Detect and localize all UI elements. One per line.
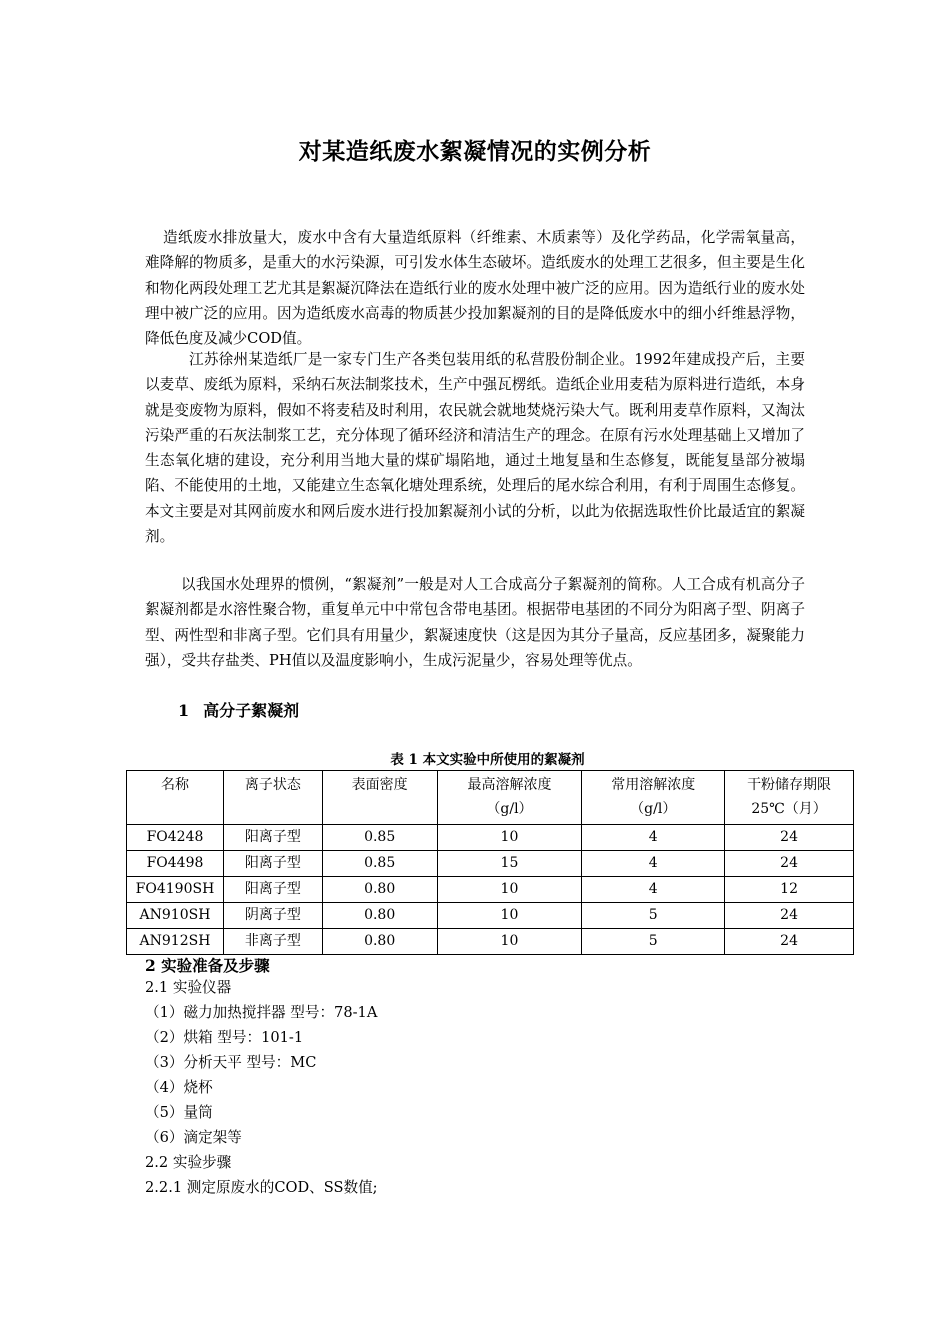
header-storage-period: 干粉储存期限 25℃（月） xyxy=(725,771,854,825)
cell-common-conc: 5 xyxy=(582,929,725,955)
table-row xyxy=(127,851,854,877)
cell-max-conc: 15 xyxy=(437,851,582,877)
table-row xyxy=(127,825,854,851)
cell-ion-state: 阳离子型 xyxy=(223,877,322,903)
list-item: （6）滴定架等 xyxy=(145,1129,242,1146)
cell-common-conc: 4 xyxy=(582,877,725,903)
paragraph-intro: 造纸废水排放量大，废水中含有大量造纸原料（纤维素、木质素等）及化学药品，化学需氧量高，难降解的物质多，是重大的水污染源，可引发水体生态破坏。造纸废水的处理工艺很多，但主要是生化和物化两段处理工艺尤其是絮凝沉降法在造纸行业的废水处理中被广泛的应用。因为造纸行业的废水处理中被广泛的应用。因为造纸废水高毒的物质甚少投加絮凝剂的目的是降低废水中的细小纤维悬浮物，降低色度及减少COD值。 xyxy=(145,229,805,348)
header-max-concentration: 最高溶解浓度 （g/l） xyxy=(437,771,582,825)
list-item: （2）烘箱 型号：101-1 xyxy=(145,1029,304,1046)
cell-ion-state: 阳离子型 xyxy=(223,851,322,877)
cell-storage: 24 xyxy=(725,825,854,851)
cell-name: FO4248 xyxy=(127,825,224,851)
list-item: （5）量筒 xyxy=(145,1104,213,1121)
header-name: 名称 xyxy=(127,771,224,825)
cell-common-conc: 4 xyxy=(582,851,725,877)
subsection-2-2: 2.2 实验步骤 xyxy=(145,1154,232,1171)
cell-density: 0.80 xyxy=(322,929,437,955)
paragraph-flocculant: 以我国水处理界的惯例，“絮凝剂”一般是对人工合成高分子絮凝剂的简称。人工合成有机高分子絮凝剂都是水溶性聚合物，重复单元中中常包含带电基团。根据带电基团的不同分为阳离子型、阴离子型、两性型和非离子型。它们具有用量少，絮凝速度快（这是因为其分子量高，反应基团多，凝聚能力强），受共存盐类、PH值以及温度影响小，生成污泥量少，容易处理等优点。 xyxy=(145,576,805,669)
cell-ion-state: 阴离子型 xyxy=(223,903,322,929)
cell-max-conc: 10 xyxy=(437,903,582,929)
cell-common-conc: 4 xyxy=(582,825,725,851)
list-item: （1）磁力加热搅拌器 型号：78-1A xyxy=(145,1004,378,1021)
subsection-2-1: 2.1 实验仪器 xyxy=(145,979,232,996)
cell-name: FO4498 xyxy=(127,851,224,877)
cell-ion-state: 非离子型 xyxy=(223,929,322,955)
cell-max-conc: 10 xyxy=(437,877,582,903)
cell-storage: 24 xyxy=(725,929,854,955)
section-title: 高分子絮凝剂 xyxy=(203,701,300,720)
cell-name: AN910SH xyxy=(127,903,224,929)
cell-ion-state: 阳离子型 xyxy=(223,825,322,851)
cell-name: FO4190SH xyxy=(127,877,224,903)
cell-storage: 12 xyxy=(725,877,854,903)
list-item: （4）烧杯 xyxy=(145,1079,213,1096)
cell-max-conc: 10 xyxy=(437,825,582,851)
section-heading-1 xyxy=(178,698,299,721)
list-item: （3）分析天平 型号：MC xyxy=(145,1054,317,1071)
table-caption: 表 1 本文实验中所使用的絮凝剂 xyxy=(390,752,585,768)
cell-density: 0.85 xyxy=(322,851,437,877)
cell-storage: 24 xyxy=(725,851,854,877)
subsection-2-2-1: 2.2.1 测定原废水的COD、SS数值; xyxy=(145,1179,378,1196)
cell-density: 0.80 xyxy=(322,903,437,929)
section-number: 1 xyxy=(178,701,190,720)
flocculant-table xyxy=(126,770,854,955)
cell-density: 0.85 xyxy=(322,825,437,851)
cell-max-conc: 10 xyxy=(437,929,582,955)
cell-name: AN912SH xyxy=(127,929,224,955)
section-heading-2: 2 实验准备及步骤 xyxy=(145,956,270,975)
table-row xyxy=(127,903,854,929)
table-row xyxy=(127,877,854,903)
table-row xyxy=(127,929,854,955)
paragraph-factory: 江苏徐州某造纸厂是一家专门生产各类包装用纸的私营股份制企业。1992年建成投产后，主要以麦草、废纸为原料，采纳石灰法制浆技术，生产中强瓦楞纸。造纸企业用麦秸为原料进行造纸，本身就是变废物为原料，假如不将麦秸及时利用，农民就会就地焚烧污染大气。既利用麦草作原料，又淘汰污染严重的石灰法制浆工艺，充分体现了循环经济和清洁生产的理念。在原有污水处理基础上又增加了生态氧化塘的建设，充分利用当地大量的煤矿塌陷地，通过土地复垦和生态修复，既能复垦部分被塌陷、不能使用的土地，又能建立生态氧化塘处理系统，处理后的尾水综合利用，有利于周围生态修复。本文主要是对其网前废水和网后废水进行投加絮凝剂小试的分析，以此为依据选取性价比最适宜的絮凝剂。 xyxy=(145,351,805,546)
header-surface-density: 表面密度 xyxy=(322,771,437,825)
cell-storage: 24 xyxy=(725,903,854,929)
cell-density: 0.80 xyxy=(322,877,437,903)
cell-common-conc: 5 xyxy=(582,903,725,929)
document-title: 对某造纸废水絮凝情况的实例分析 xyxy=(298,138,652,165)
header-ion-state: 离子状态 xyxy=(223,771,322,825)
table-header-row xyxy=(127,771,854,825)
header-common-concentration: 常用溶解浓度 （g/l） xyxy=(582,771,725,825)
